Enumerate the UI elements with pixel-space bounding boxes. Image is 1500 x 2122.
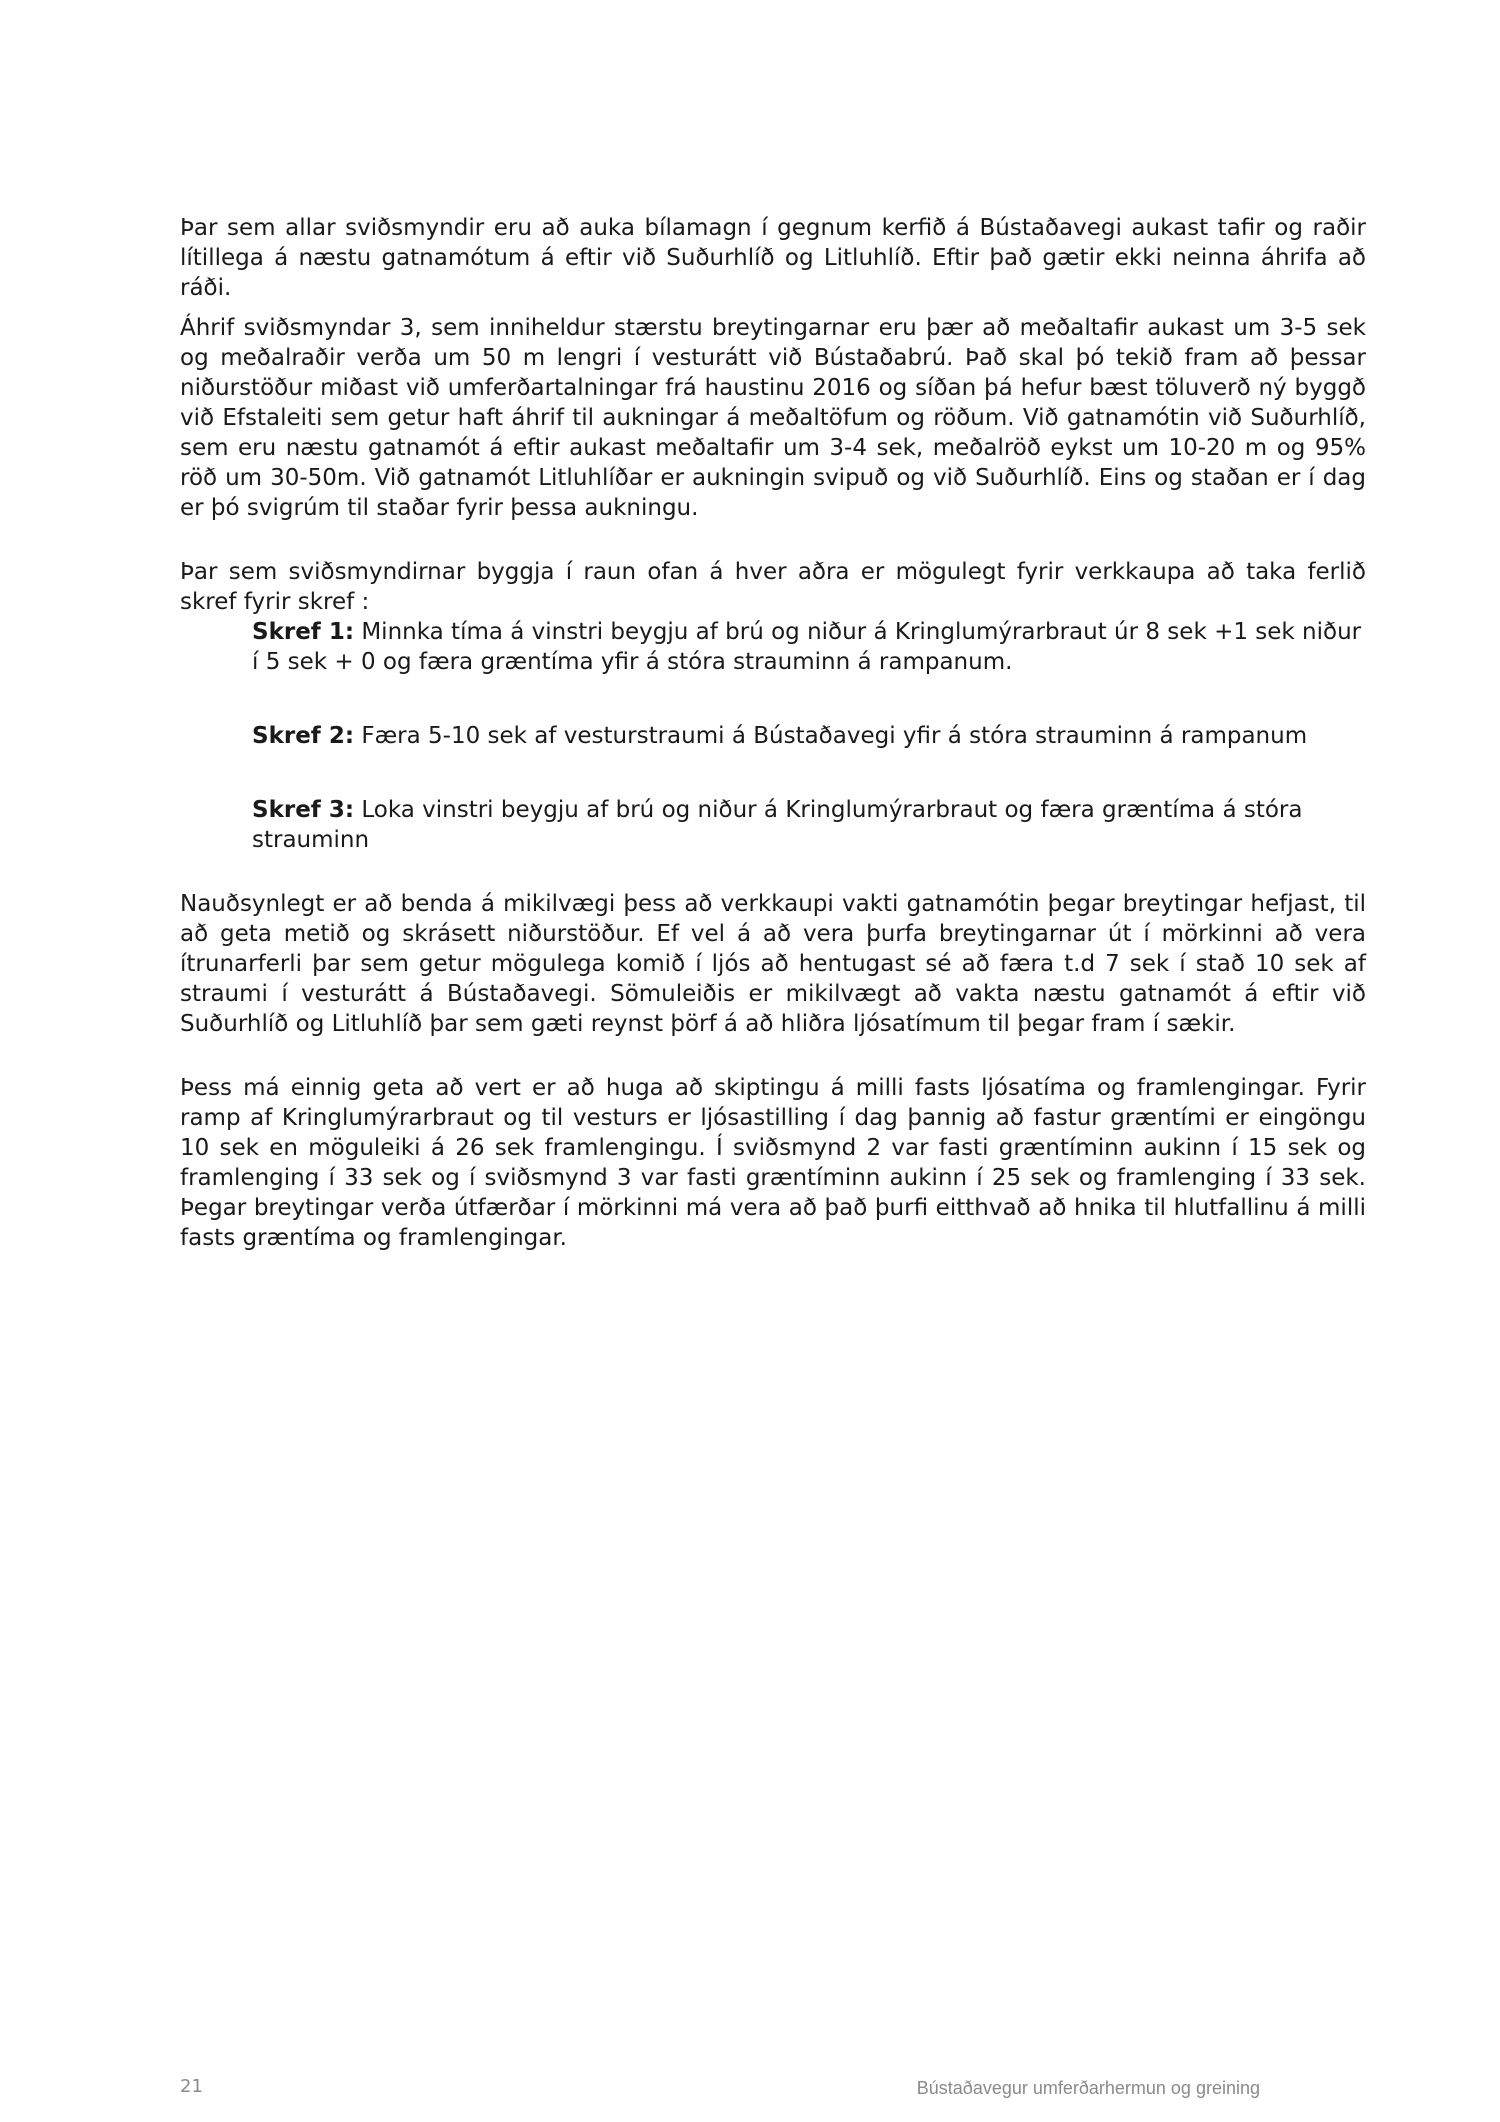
step-2-text: Færa 5-10 sek af vesturstraumi á Bústaðavegi yfir á stóra strauminn á rampanum (354, 723, 1308, 749)
paragraph-4: Nauðsynlegt er að benda á mikilvægi þess að verkkaupi vakti gatnamótin þegar breytingar hefjast, til að geta metið og skrásett niðurstöður. Ef vel á að vera þurfa breytingarnar út í mörkinni að vera ítrunarferli þar sem getur mögulega komið í ljós að hentugast sé að færa t.d 7 sek í stað 10 sek af straumi í vesturátt á Bústaðavegi. Sömuleiðis er mikilvægt að vakta næstu gatnamót á eftir við Suðurhlíð og Litluhlíð þar sem gæti reynst þörf á að hliðra ljósatímum til þegar fram í sækir. (180, 891, 1366, 1037)
step-1 (252, 617, 1366, 677)
step-1-label: Skref 1: (252, 619, 355, 645)
step-3-label: Skref 3: (252, 797, 355, 823)
step-3-text: Loka vinstri beygju af brú og niður á Kringlumýrarbraut og færa græntíma á stóra strauminn (252, 797, 1303, 853)
paragraph-2: Áhrif sviðsmyndar 3, sem inniheldur stærstu breytingarnar eru þær að meðaltafir aukast um 3-5 sek og meðalraðir verða um 50 m lengri í vesturátt við Bústaðabrú. Það skal þó tekið fram að þessar niðurstöður miðast við umferðartalningar frá haustinu 2016 og síðan þá hefur bæst töluverð ný byggð við Efstaleiti sem getur haft áhrif til aukningar á meðaltöfum og röðum. Við gatnamótin við Suðurhlíð, sem eru næstu gatnamót á eftir aukast meðaltafir um 3-4 sek, meðalröð eykst um 10-20 m og 95% röð um 30-50m. Við gatnamót Litluhlíðar er aukningin svipuð og við Suðurhlíð. Eins og staðan er í dag er þó svigrúm til staðar fyrir þessa aukningu. (180, 315, 1366, 521)
paragraph-3: Þar sem sviðsmyndirnar byggja í raun ofan á hver aðra er mögulegt fyrir verkkaupa að taka ferlið skref fyrir skref : (180, 559, 1366, 615)
step-2-label: Skref 2: (252, 723, 355, 749)
footer-doc-title: Bústaðavegur umferðarhermun og greining (916, 2078, 1260, 2098)
step-1-text: Minnka tíma á vinstri beygju af brú og niður á Kringlumýrarbraut úr 8 sek +1 sek niður í 5 sek + 0 og færa græntíma yfir á stóra strauminn á rampanum. (252, 619, 1362, 675)
page-number: 21 (180, 2076, 203, 2097)
document-body (180, 213, 1366, 1253)
paragraph-1: Þar sem allar sviðsmyndir eru að auka bílamagn í gegnum kerfið á Bústaðavegi aukast tafir og raðir lítillega á næstu gatnamótum á eftir við Suðurhlíð og Litluhlíð. Eftir það gætir ekki neinna áhrifa að ráði. (180, 215, 1366, 301)
paragraph-5: Þess má einnig geta að vert er að huga að skiptingu á milli fasts ljósatíma og framlengingar. Fyrir ramp af Kringlumýrarbraut og til vesturs er ljósastilling í dag þannig að fastur græntími er eingöngu 10 sek en möguleiki á 26 sek framlengingu. Í sviðsmynd 2 var fasti græntíminn aukinn í 15 sek og framlenging í 33 sek og í sviðsmynd 3 var fasti græntíminn aukinn í 25 sek og framlenging í 33 sek. Þegar breytingar verða útfærðar í mörkinni má vera að það þurfi eitthvað að hnika til hlutfallinu á milli fasts græntíma og framlengingar. (180, 1075, 1366, 1251)
step-3 (252, 795, 1366, 855)
step-2 (252, 721, 1366, 751)
